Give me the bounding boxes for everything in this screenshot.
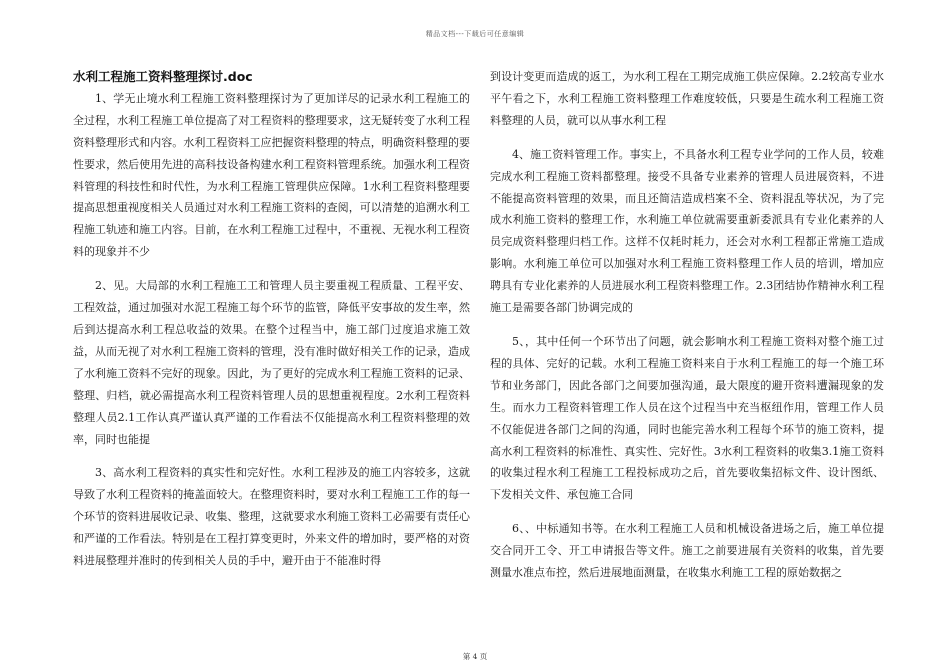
paragraph-2: 2、见。大局部的水利工程施工工和管理人员主要重视工程质量、工程平安、工程效益，通过加强对水泥工程施工每个环节的监管，降低平安事故的发生率，然后到达提高水利工程总收益的效果。在整个过程当中，施工部门过度追求施工效益，从而无视了对水利工程施工资料的管理，没有准时做好相关工作的记录，造成了水利施工资料不完好的现象。因此，为了更好的完成水利工程施工资料的记录、整理、归档，就必需提高水利工程资料管理人员的思想重视程度。2水利工程资料整理人员2.1工作认真严谨认真严谨的工作看法不仅能提高水利工程资料整理的效率，同时也能提 (73, 279, 470, 446)
paragraph-1: 1、学无止境水利工程施工资料整理探讨为了更加详尽的记录水利工程施工的全过程，水利工程施工单位提高了对工程资料的整理要求，这无疑转变了水利工程资料整理形式和内容。水利工程资料工应把握资料整理的特点，明确资料整理的要性要求，然后使用先进的高科技设备构建水利工程资料管理系统。加强水利工程资料管理的科技性和时代性，为水利工程施工管理供应保障。1水利工程资料整理要提高思想重视度相关人员通过对水利工程施工资料的查阅，可以清楚的追溯水利工程施工轨迹和施工内容。目前，在水利工程施工过程中，不重视、无视水利工程资料的现象并不少 (73, 91, 470, 259)
left-column (73, 66, 470, 584)
paragraph-3: 3、高水利工程资料的真实性和完好性。水利工程涉及的施工内容较多，这就导致了水利工程资料的掩盖面较大。在整理资料时，要对水利工程施工工作的每一个环节的资料进展收记录、收集、整理，这就要求水利施工资料工必需要有责任心和严谨的工作看法。特别是在工程打算变更时，外来文件的增加时，要严格的对资料进展整理并准时的传到相关人员的手中，避开由于不能准时得 (73, 466, 470, 568)
document-title: 水利工程施工资料整理探讨.doc (73, 69, 253, 84)
paragraph-3-continued: 到设计变更而造成的返工，为水利工程在工期完成施工供应保障。2.2较高专业水平午看之下，水利工程施工资料整理工作难度较低，只要是生疏水利工程施工资料整理的人员，就可以从事水利工程 (490, 70, 884, 127)
page-header: 精品文档---下载后可任意编辑 (425, 30, 525, 38)
paragraph-5: 5、，其中任何一个环节出了问题，就会影响水利工程施工资料对整个施工过程的具体、完好的记载。水利工程施工资料来自于水利工程施工的每一个施工环节和业务部门，因此各部门之间要加强沟通，最大限度的避开资料遭漏现象的发生。而水力工程资料管理工作人员在这个过程当中充当枢纽作用，管理工作人员不仅能促进各部门之间的沟通，同时也能完善水利工程每个环节的施工资料，提高水利工程资料的标准性、真实性、完好性。3水利工程资料的收集3.1施工资料的收集过程水利工程施工工程投标成功之后，首先要收集招标文件、设计图纸、下发相关文件、承包施工合同 (490, 334, 884, 502)
right-column (490, 66, 884, 596)
paragraph-4: 4、施工资料管理工作。事实上，不具备水利工程专业学问的工作人员，较难完成水利工程施工资料都整理。接受不具备专业素养的管理人员进展资料，不进不能提高资料管理的效果，而且还简洁造成档案不全、资料混乱等状况，为了完成水利施工资料的整理工作，水利施工单位就需要重新委派具有专业化素养的人员完成资料整理归档工作。这样不仅耗时耗力，还会对水利工程都正常施工造成影响。水利施工单位可以加强对水利工程施工资料整理工作人员的培训，增加应聘具有专业化素养的人员进展水利工程资料整理工作。2.3团结协作精神水利工程施工是需要各部门协调完成的 (490, 147, 884, 315)
page-number: 第 4 页 (462, 652, 488, 661)
paragraph-6: 6、、中标通知书等。在水利工程施工人员和机械设备进场之后，施工单位提交合同开工令、开工申请报告等文件。施工之前要进展有关资料的收集，首先要测量水准点布控，然后进展地面测量，在收集水利施工工程的原始数据之 (490, 522, 884, 580)
